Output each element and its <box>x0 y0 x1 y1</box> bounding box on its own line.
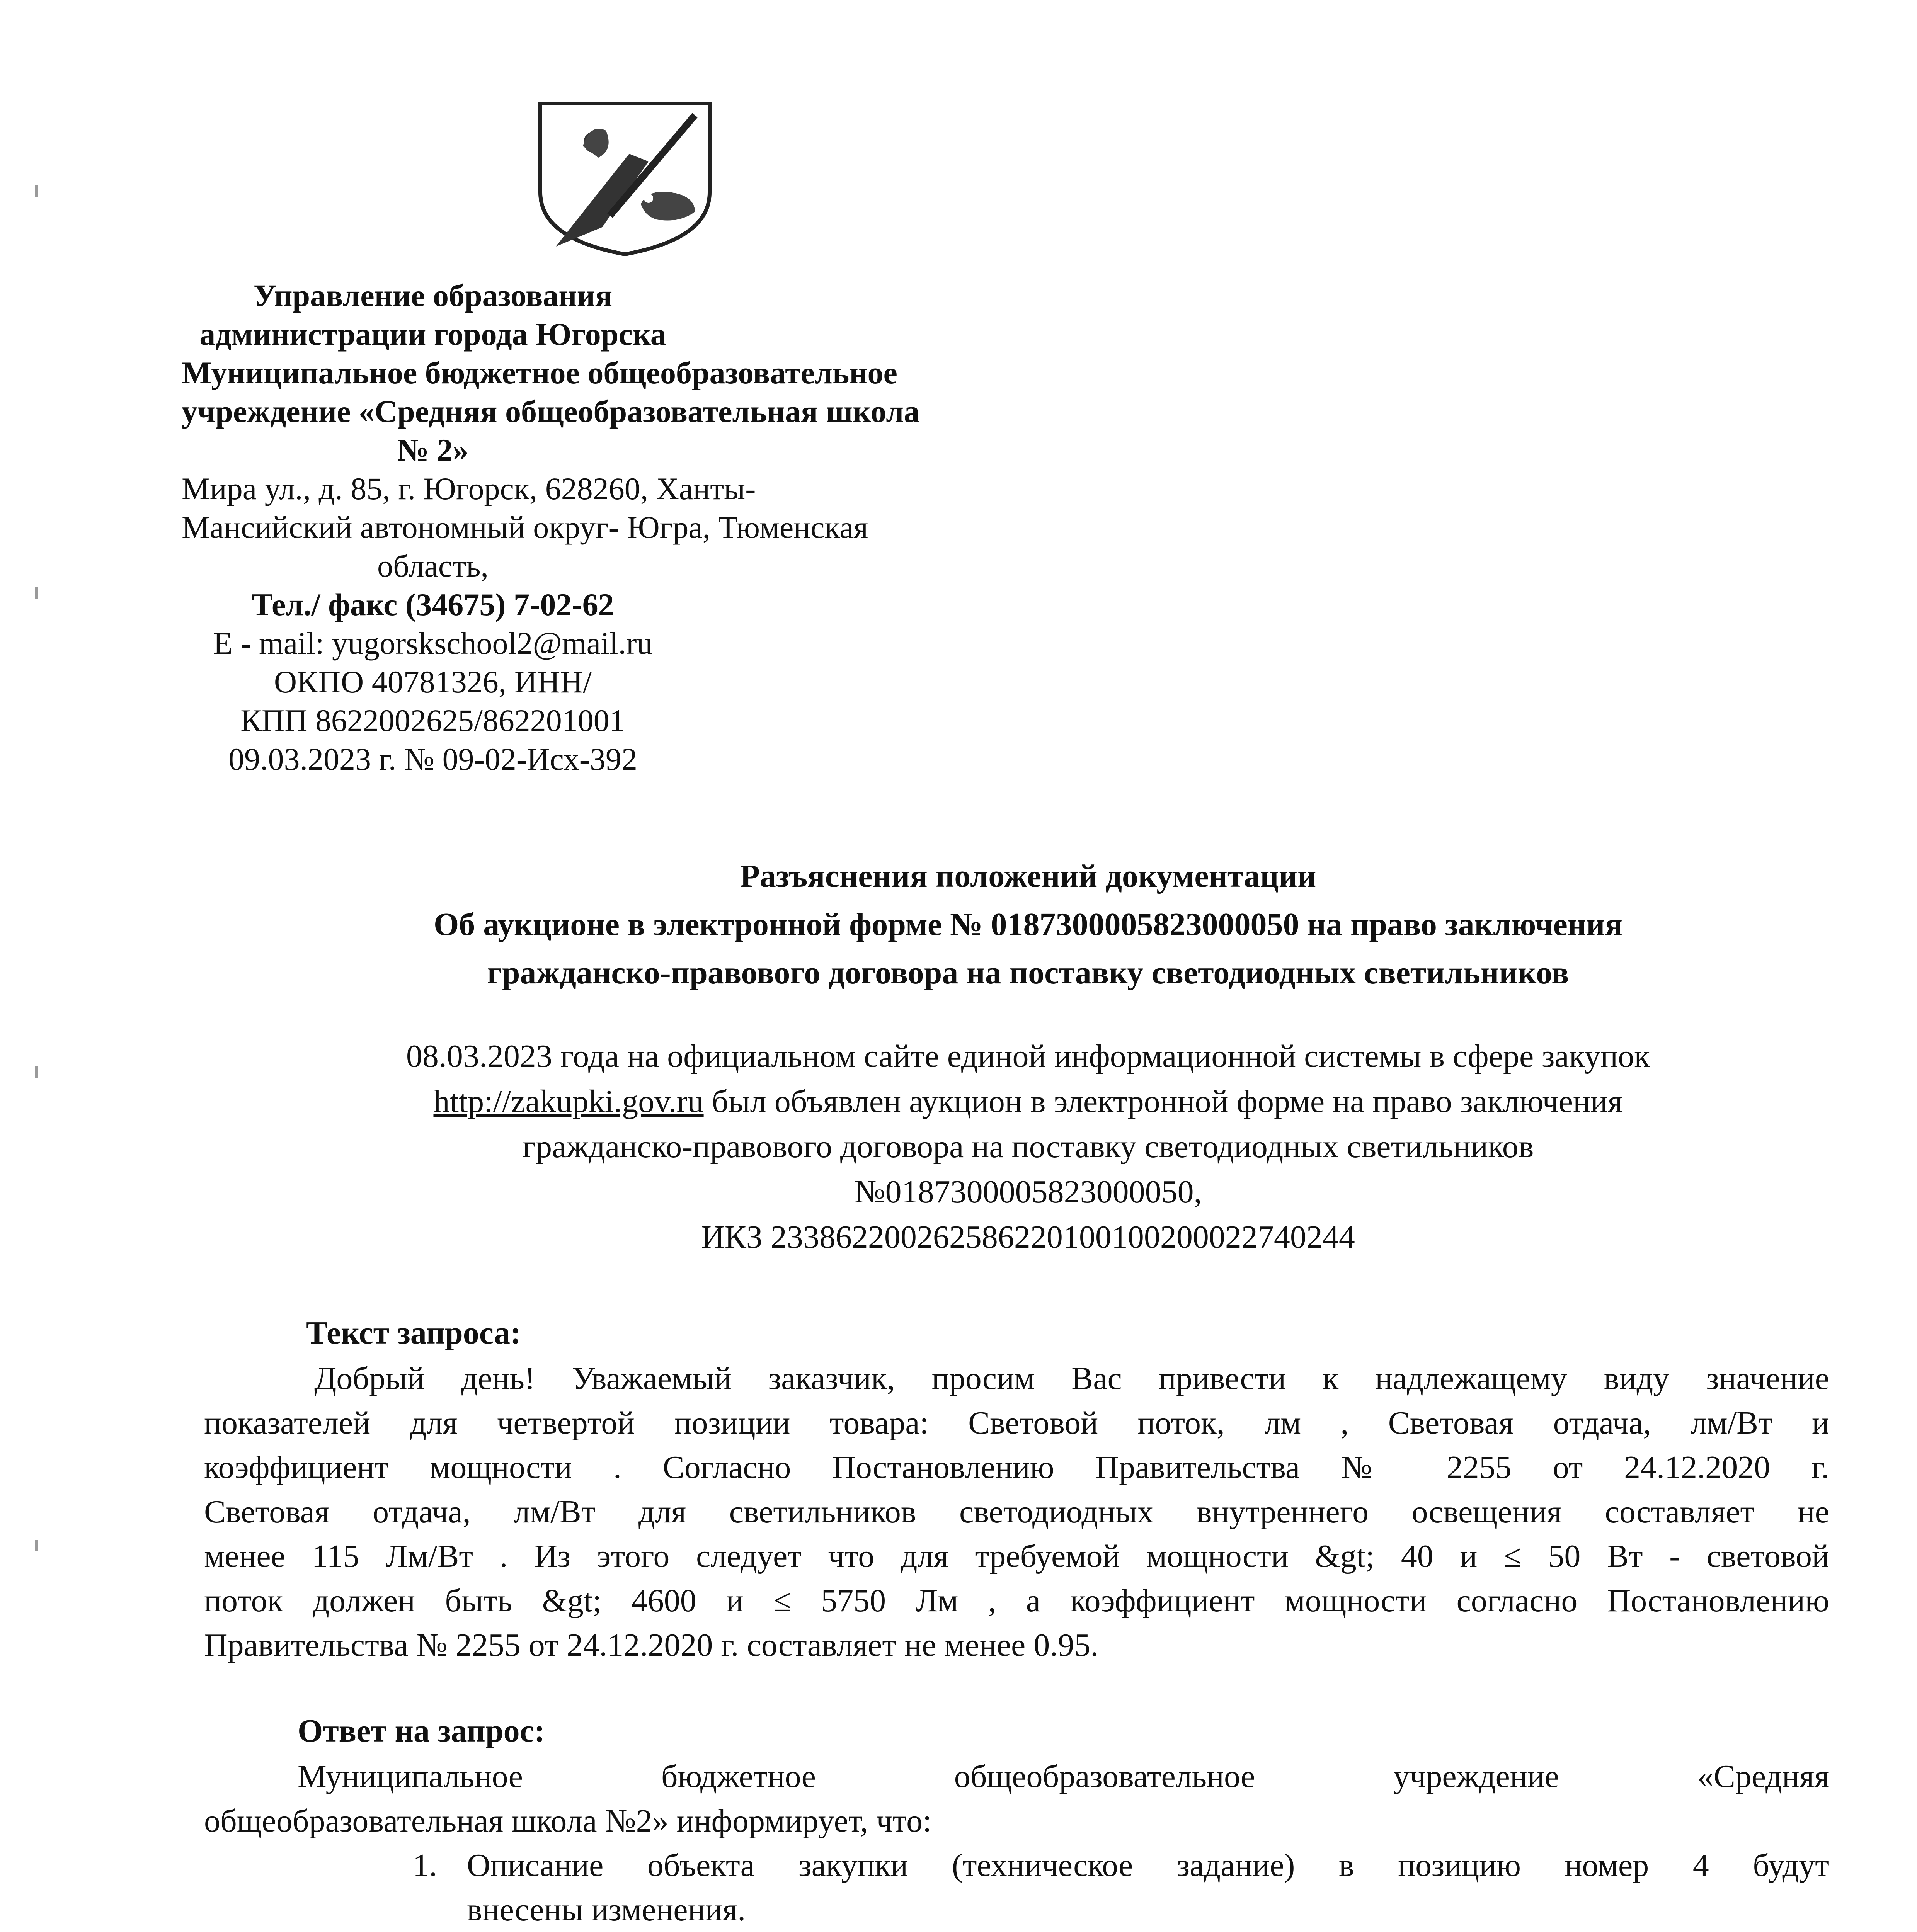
answer-line: Муниципальное бюджетное общеобразовательное учреждение «Средняя <box>298 1759 1829 1794</box>
scan-artifact <box>35 587 38 599</box>
answer-list <box>204 1843 1829 1932</box>
email: E - mail: yugorskschool2@mail.ru <box>213 626 653 661</box>
address-line: Мира ул., д. 85, г. Югорск, 628260, Ханты- <box>182 471 756 506</box>
org-name-line: администрации города Югорска <box>199 316 666 352</box>
request-line: менее 115 Лм/Вт . Из этого следует что для требуемой мощности &gt; 40 и ≤ 50 Вт - световой <box>204 1538 1829 1574</box>
request-text <box>204 1356 1829 1667</box>
scan-artifact <box>35 1066 38 1078</box>
answer-line: общеобразовательная школа №2» информирует, что: <box>204 1803 932 1839</box>
scan-artifact <box>35 1540 38 1551</box>
title-line: Об аукционе в электронной форме № 0187300005823000050 на право заключения <box>433 906 1623 942</box>
org-name-line: № 2» <box>397 432 469 468</box>
zakupki-link[interactable]: http://zakupki.gov.ru <box>433 1083 704 1119</box>
document-title <box>216 852 1840 997</box>
title-line: гражданско-правового договора на поставку светодиодных светильников <box>487 955 1569 991</box>
request-line: Световая отдача, лм/Вт для светильников светодиодных внутреннего освещения составляет не <box>204 1494 1829 1530</box>
answer-text <box>204 1754 1829 1932</box>
intro-line: 08.03.2023 года на официальном сайте единой информационной системы в сфере закупок <box>406 1038 1650 1074</box>
request-line: Добрый день! Уважаемый заказчик, просим Вас привести к надлежащему виду значение <box>204 1361 1829 1396</box>
list-item-text <box>467 1843 1829 1932</box>
request-heading: Текст запроса: <box>306 1315 521 1351</box>
request-line: поток должен быть &gt; 4600 и ≤ 5750 Лм , а коэффициент мощности согласно Постановлению <box>204 1583 1829 1619</box>
letterhead <box>182 276 920 779</box>
request-line: коэффициент мощности . Согласно Постановлению Правительства № 2255 от 24.12.2020 г. <box>204 1449 1829 1485</box>
scan-artifact <box>35 185 38 197</box>
title-line: Разъяснения положений документации <box>740 858 1316 894</box>
intro-line: №0187300005823000050, <box>854 1174 1202 1210</box>
document-reference: 09.03.2023 г. № 09-02-Исх-392 <box>228 742 638 777</box>
request-line: Правительства № 2255 от 24.12.2020 г. составляет не менее 0.95. <box>204 1627 1099 1663</box>
city-emblem-icon <box>533 100 717 256</box>
org-name-line: учреждение «Средняя общеобразовательная школа <box>182 394 920 429</box>
intro-line: гражданско-правового договора на поставку светодиодных светильников <box>522 1129 1534 1165</box>
list-item <box>413 1843 1829 1932</box>
org-name-line: Управление образования <box>253 278 613 313</box>
org-name-line: Муниципальное бюджетное общеобразовательное <box>182 355 897 390</box>
answer-heading: Ответ на запрос: <box>298 1713 545 1749</box>
request-line: показателей для четвертой позиции товара: Световой поток, лм , Световая отдача, лм/Вт и <box>204 1405 1829 1441</box>
list-item-number: 1. <box>413 1847 437 1883</box>
list-item-line: внесены изменения. <box>467 1892 746 1928</box>
intro-line: ИКЗ 233862200262586220100100200022740244 <box>701 1219 1355 1255</box>
intro-line <box>201 1079 1855 1124</box>
intro-paragraph <box>201 1034 1855 1260</box>
okpo-inn: ОКПО 40781326, ИНН/ <box>274 664 592 699</box>
list-item-line: Описание объекта закупки (техническое задание) в позицию номер 4 будут <box>467 1847 1829 1883</box>
address-line: Мансийский автономный округ- Югра, Тюменская <box>182 510 868 545</box>
intro-line-rest: был объявлен аукцион в электронной форме на право заключения <box>703 1083 1623 1119</box>
phone-fax: Тел./ факс (34675) 7-02-62 <box>252 587 614 622</box>
kpp: КПП 8622002625/862201001 <box>240 703 625 738</box>
address-line: область, <box>377 548 489 583</box>
